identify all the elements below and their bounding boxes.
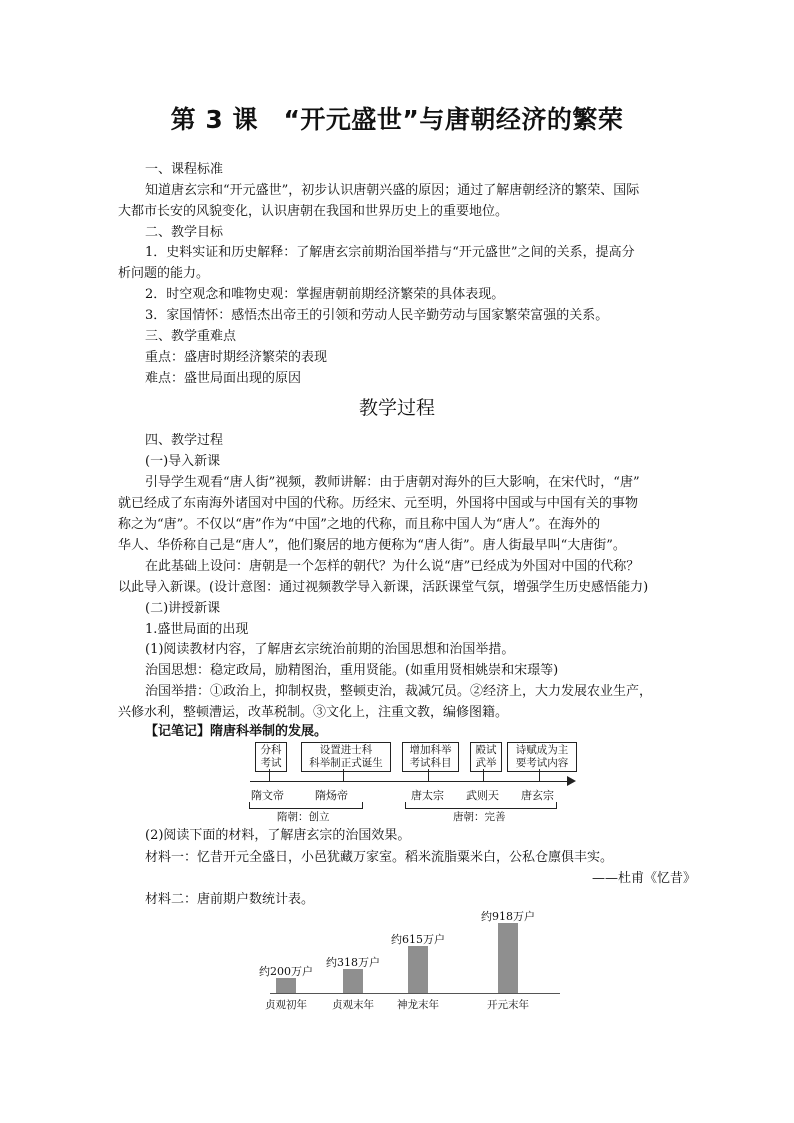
chart-data-label: 约318万户 xyxy=(326,956,380,969)
tang-period-label: 唐朝：完善 xyxy=(453,811,506,823)
sui-bracket xyxy=(249,802,363,809)
tang-bracket xyxy=(405,802,557,809)
section-heading-process: 四、教学过程 xyxy=(145,433,224,448)
timeline-box xyxy=(255,742,287,772)
timeline-tick xyxy=(483,769,484,781)
paragraph-line: 治国举措：①政治上，抑制权贵，整顿吏治，裁减冗员。②经济上，大力发展农业生产， xyxy=(145,684,653,699)
chart-category-label: 贞观初年 xyxy=(265,999,307,1011)
paragraph-line: (二)讲授新课 xyxy=(145,601,221,616)
section-heading-standard: 一、课程标准 xyxy=(145,162,224,177)
chart-bar xyxy=(276,978,296,993)
paragraph-line: 3．家国情怀：感悟杰出帝王的引领和劳动人民辛勤劳动与国家繁荣富强的关系。 xyxy=(145,308,609,323)
section-heading-keypoints: 三、教学重难点 xyxy=(145,329,237,344)
paragraph-line: 华人、华侨称自己是“唐人”，他们聚居的地方便称为“唐人街”。唐人街最早叫“大唐街”。 xyxy=(118,538,626,553)
paragraph-line: 大都市长安的风貌变化，认识唐朝在我国和世界历史上的重要地位。 xyxy=(118,204,509,219)
paragraph-line: 析问题的能力。 xyxy=(118,266,210,281)
household-bar-chart xyxy=(259,905,570,1015)
paragraph-line: 在此基础上设问：唐朝是一个怎样的朝代？为什么说“唐”已经成为外国对中国的代称？ xyxy=(145,559,640,574)
paragraph-line: 以此导入新课。(设计意图：通过视频教学导入新课，活跃课堂气氛，增强学生历史感悟能力) xyxy=(118,580,649,595)
paragraph-line: 1．史料实证和历史解释：了解唐玄宗前期治国举措与“开元盛世”之间的关系，提高分 xyxy=(145,245,635,260)
section-heading-goals: 二、教学目标 xyxy=(145,225,224,240)
paragraph-line: 重点：盛唐时期经济繁荣的表现 xyxy=(145,350,328,365)
emperor-label: 隋炀帝 xyxy=(315,789,348,802)
paragraph-line: 兴修水利，整顿漕运，改革税制。③文化上，注重文教，编修图籍。 xyxy=(118,705,509,720)
paragraph-line: 治国思想：稳定政局，励精图治，重用贤能。(如重用贤相姚崇和宋璟等) xyxy=(145,663,559,678)
paragraph-line: 2．时空观念和唯物史观：掌握唐朝前期经济繁荣的具体表现。 xyxy=(145,287,505,302)
timeline-box xyxy=(301,742,391,772)
timeline-arrow xyxy=(567,776,576,786)
chart-bar xyxy=(408,946,428,993)
timeline-tick xyxy=(269,769,270,781)
chart-data-label: 约615万户 xyxy=(391,933,445,946)
note-heading: 【记笔记】隋唐科举制的发展。 xyxy=(145,724,328,739)
paragraph-line: (2)阅读下面的材料，了解唐玄宗的治国效果。 xyxy=(145,828,411,843)
chart-bar xyxy=(343,969,363,993)
timeline-box-text: 分科 考试 xyxy=(260,744,282,769)
chart-category-label: 开元末年 xyxy=(487,999,529,1011)
chart-category-label: 神龙末年 xyxy=(397,999,439,1011)
paragraph-line: 知道唐玄宗和“开元盛世”，初步认识唐朝兴盛的原因；通过了解唐朝经济的繁荣、国际 xyxy=(145,183,640,198)
process-heading: 教学过程 xyxy=(358,397,435,419)
chart-data-label: 约918万户 xyxy=(481,910,535,923)
emperor-label: 唐太宗 xyxy=(411,789,444,802)
timeline-box-text: 增加科举 考试科目 xyxy=(409,744,452,769)
page-title: 第 3 课 “开元盛世”与唐朝经济的繁荣 xyxy=(170,105,624,134)
emperor-label: 唐玄宗 xyxy=(521,789,554,802)
paragraph-line: (一)导入新课 xyxy=(145,454,221,469)
material-one: 材料一：忆昔开元全盛日，小邑犹藏万家室。稻米流脂粟米白，公私仓廪俱丰实。 xyxy=(145,850,614,865)
timeline-box xyxy=(470,742,502,772)
chart-data-label: 约200万户 xyxy=(259,965,313,978)
material-two: 材料二：唐前期户数统计表。 xyxy=(145,892,315,907)
timeline-tick xyxy=(343,769,344,781)
material-one-source: ——杜甫《忆昔》 xyxy=(592,871,697,886)
chart-baseline xyxy=(270,993,560,994)
timeline-box-text: 诗赋成为主 要考试内容 xyxy=(515,744,569,769)
timeline-box-text: 殿试 武举 xyxy=(475,744,497,769)
chart-bar xyxy=(498,923,518,993)
chart-category-label: 贞观末年 xyxy=(332,999,374,1011)
timeline-tick xyxy=(428,769,429,781)
timeline-axis xyxy=(250,781,570,782)
paragraph-line: 引导学生观看“唐人街”视频，教师讲解：由于唐朝对海外的巨大影响，在宋代时，“唐” xyxy=(145,475,640,490)
paragraph-line: 1.盛世局面的出现 xyxy=(145,622,249,637)
paragraph-line: 难点：盛世局面出现的原因 xyxy=(145,371,302,386)
emperor-label: 武则天 xyxy=(466,789,499,802)
timeline-box xyxy=(402,742,459,772)
keju-timeline xyxy=(245,742,585,822)
timeline-box-text: 设置进士科 科举制正式诞生 xyxy=(309,744,383,769)
emperor-label: 隋文帝 xyxy=(251,789,284,802)
paragraph-line: 称之为“唐”。不仅以“唐”作为“中国”之地的代称，而且称中国人为“唐人”。在海外的 xyxy=(118,517,601,532)
timeline-tick xyxy=(539,769,540,781)
paragraph-line: (1)阅读教材内容，了解唐玄宗统治前期的治国思想和治国举措。 xyxy=(145,642,515,657)
paragraph-line: 就已经成了东南海外诸国对中国的代称。历经宋、元至明，外国将中国或与中国有关的事物 xyxy=(118,496,639,511)
sui-period-label: 隋朝：创立 xyxy=(277,811,330,823)
timeline-box xyxy=(507,742,577,772)
